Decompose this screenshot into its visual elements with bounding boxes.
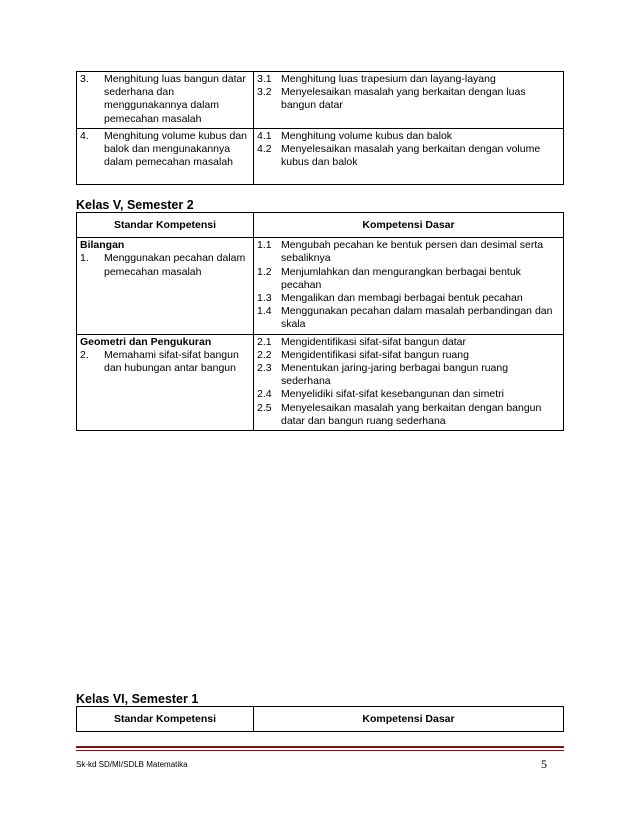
sk-text: Memahami sifat-sifat bangun dan hubungan antar bangun — [104, 348, 239, 375]
table-kelas-v-semester-2 — [76, 212, 564, 431]
kd-text: Menyelesaikan masalah yang berkaitan dengan luas bangun datar — [281, 86, 526, 112]
table-top — [76, 71, 564, 185]
header-standar-kompetensi: Standar Kompetensi — [77, 213, 254, 238]
table-row — [77, 334, 564, 430]
footer-rule-thick — [76, 746, 564, 748]
header-standar-kompetensi: Standar Kompetensi — [77, 707, 254, 732]
kd-number: 3.2 — [257, 86, 272, 99]
sk-cell — [77, 334, 254, 430]
sk-text: Menghitung luas bangun datar sederhana dan menggunakannya dalam pemecahan masalah — [104, 73, 246, 125]
kd-number: 4.1 — [257, 129, 272, 142]
kd-text: Menentukan jaring-jaring berbagai bangun ruang sederhana — [281, 362, 509, 388]
footer-document-title: Sk-kd SD/MI/SDLB Matematika — [76, 760, 188, 769]
kd-number: 2.4 — [257, 388, 272, 401]
kd-text: Menggunakan pecahan dalam masalah perbandingan dan skala — [281, 305, 553, 331]
kd-text: Menghitung volume kubus dan balok — [281, 129, 453, 142]
sk-number: 4. — [80, 129, 89, 142]
kd-text: Menyelesaikan masalah yang berkaitan dengan volume kubus dan balok — [281, 143, 541, 169]
kd-number: 1.1 — [257, 239, 272, 252]
table-header-row — [77, 707, 564, 732]
kd-cell — [254, 128, 564, 184]
kd-text: Mengidentifikasi sifat-sifat bangun ruang — [281, 348, 469, 361]
kd-cell — [254, 334, 564, 430]
kd-number: 1.2 — [257, 265, 272, 278]
kd-number: 2.1 — [257, 335, 272, 348]
sk-number: 1. — [80, 252, 89, 265]
kd-text: Menghitung luas trapesium dan layang-layang — [281, 73, 496, 85]
kd-number: 1.3 — [257, 292, 272, 305]
kd-cell — [254, 72, 564, 129]
sk-number: 2. — [80, 348, 89, 361]
section-heading-kelas-v-semester-2: Kelas V, Semester 2 — [76, 198, 194, 212]
sk-text: Menggunakan pecahan dalam pemecahan masalah — [104, 252, 246, 278]
sk-cell — [77, 238, 254, 334]
sk-number: 3. — [80, 73, 89, 85]
sk-text: Menghitung volume kubus dan balok dan mengunakannya dalam pemecahan masalah — [104, 129, 248, 169]
kd-text: Mengubah pecahan ke bentuk persen dan desimal serta sebaliknya — [281, 239, 544, 265]
kd-number: 2.3 — [257, 362, 272, 375]
kd-number: 4.2 — [257, 143, 272, 156]
table-row — [77, 72, 564, 129]
kd-text: Mengalikan dan membagi berbagai bentuk pecahan — [281, 292, 523, 305]
kd-text: Menyelesaikan masalah yang berkaitan dengan bangun datar dan bangun ruang sederhana — [281, 401, 542, 427]
table-kelas-vi-semester-1 — [76, 706, 564, 732]
header-kompetensi-dasar: Kompetensi Dasar — [254, 707, 564, 732]
category-label: Bilangan — [80, 239, 125, 252]
sk-cell — [77, 72, 254, 129]
table-header-row — [77, 213, 564, 238]
kd-text: Menyelidiki sifat-sifat kesebangunan dan simetri — [281, 388, 504, 401]
section-heading-kelas-vi-semester-1: Kelas VI, Semester 1 — [76, 692, 199, 706]
sk-cell — [77, 128, 254, 184]
kd-number: 3.1 — [257, 73, 272, 85]
kd-cell — [254, 238, 564, 334]
kd-number: 1.4 — [257, 305, 272, 318]
category-label: Geometri dan Pengukuran — [80, 335, 212, 348]
kd-text: Mengidentifikasi sifat-sifat bangun datar — [281, 335, 467, 348]
header-kompetensi-dasar: Kompetensi Dasar — [254, 213, 564, 238]
footer-page-number: 5 — [541, 757, 547, 771]
kd-number: 2.5 — [257, 401, 272, 414]
kd-text: Menjumlahkan dan mengurangkan berbagai bentuk pecahan — [281, 265, 521, 291]
footer-rule-thin — [76, 750, 564, 751]
table-row — [77, 128, 564, 184]
table-row — [77, 238, 564, 334]
kd-number: 2.2 — [257, 348, 272, 361]
